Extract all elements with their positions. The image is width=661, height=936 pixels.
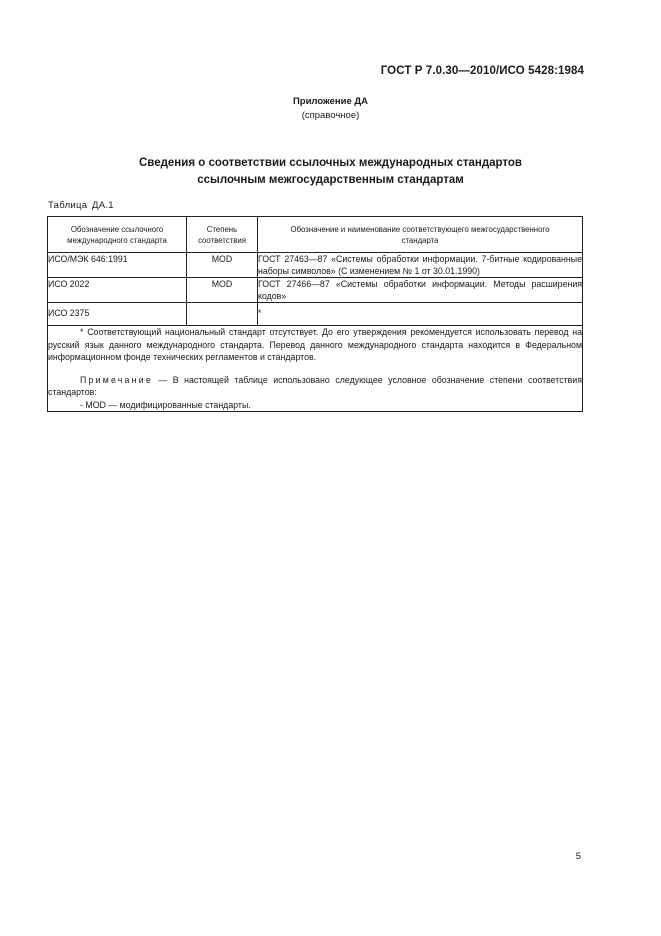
note bbox=[48, 374, 582, 399]
table-caption-prefix: Таблица bbox=[48, 200, 88, 211]
row-code: ИСО/МЭК 646:1991 bbox=[48, 253, 187, 278]
header-degree: Степень соответствия bbox=[187, 217, 258, 253]
section-title-line1: Сведения о соответствии ссылочных международных стандартов bbox=[138, 157, 522, 169]
row-degree: MOD bbox=[187, 253, 258, 278]
table-notes-row bbox=[48, 326, 583, 412]
header-ref-standard: Обозначение ссылочного международного стандарта bbox=[48, 217, 187, 253]
row-degree: MOD bbox=[187, 278, 258, 303]
table-caption bbox=[48, 200, 114, 211]
row-description: ГОСТ 27463—87 «Системы обработки информации. 7-битные кодированные наборы символов» (С изменением № 1 от 30.01.1990) bbox=[258, 254, 582, 276]
row-code: ИСО 2022 bbox=[48, 278, 187, 303]
section-title bbox=[0, 155, 661, 189]
row-code: ИСО 2375 bbox=[48, 303, 187, 326]
note-list-item: - MOD — модифицированные стандарты. bbox=[80, 399, 251, 410]
table-row bbox=[48, 253, 583, 278]
section-title-line2: ссылочным межгосударственным стандартам bbox=[197, 174, 464, 186]
note-label: Примечание bbox=[80, 374, 153, 385]
table-header-row bbox=[48, 217, 583, 253]
row-degree bbox=[187, 303, 258, 326]
header-interstate-standard: Обозначение и наименование соответствующего межгосударственного стандарта bbox=[258, 217, 583, 253]
appendix-heading bbox=[0, 95, 661, 123]
table-row bbox=[48, 303, 583, 326]
row-description: * bbox=[258, 303, 583, 326]
table-row bbox=[48, 278, 583, 303]
document-code: ГОСТ Р 7.0.30—2010/ИСО 5428:1984 bbox=[380, 65, 584, 77]
appendix-title: Приложение ДА bbox=[292, 96, 369, 107]
table-caption-number: ДА.1 bbox=[92, 200, 114, 211]
appendix-subtitle: (справочное) bbox=[301, 110, 360, 121]
note-text: — В настоящей таблице использовано следующее условное обозначение степени соответствия стандартов: bbox=[48, 374, 582, 397]
table-notes bbox=[48, 326, 583, 412]
row-description: ГОСТ 27466—87 «Системы обработки информации. Методы расширения кодов» bbox=[258, 279, 582, 301]
page-number: 5 bbox=[575, 851, 581, 862]
footnote: * Соответствующий национальный стандарт отсутствует. До его утверждения рекомендуется использовать перевод на русский язык данного международного стандарта. Перевод данного международного стандарта находится в Федеральном информационном фонде технических регламентов и стандартов. bbox=[48, 327, 582, 362]
correspondence-table bbox=[47, 216, 583, 412]
